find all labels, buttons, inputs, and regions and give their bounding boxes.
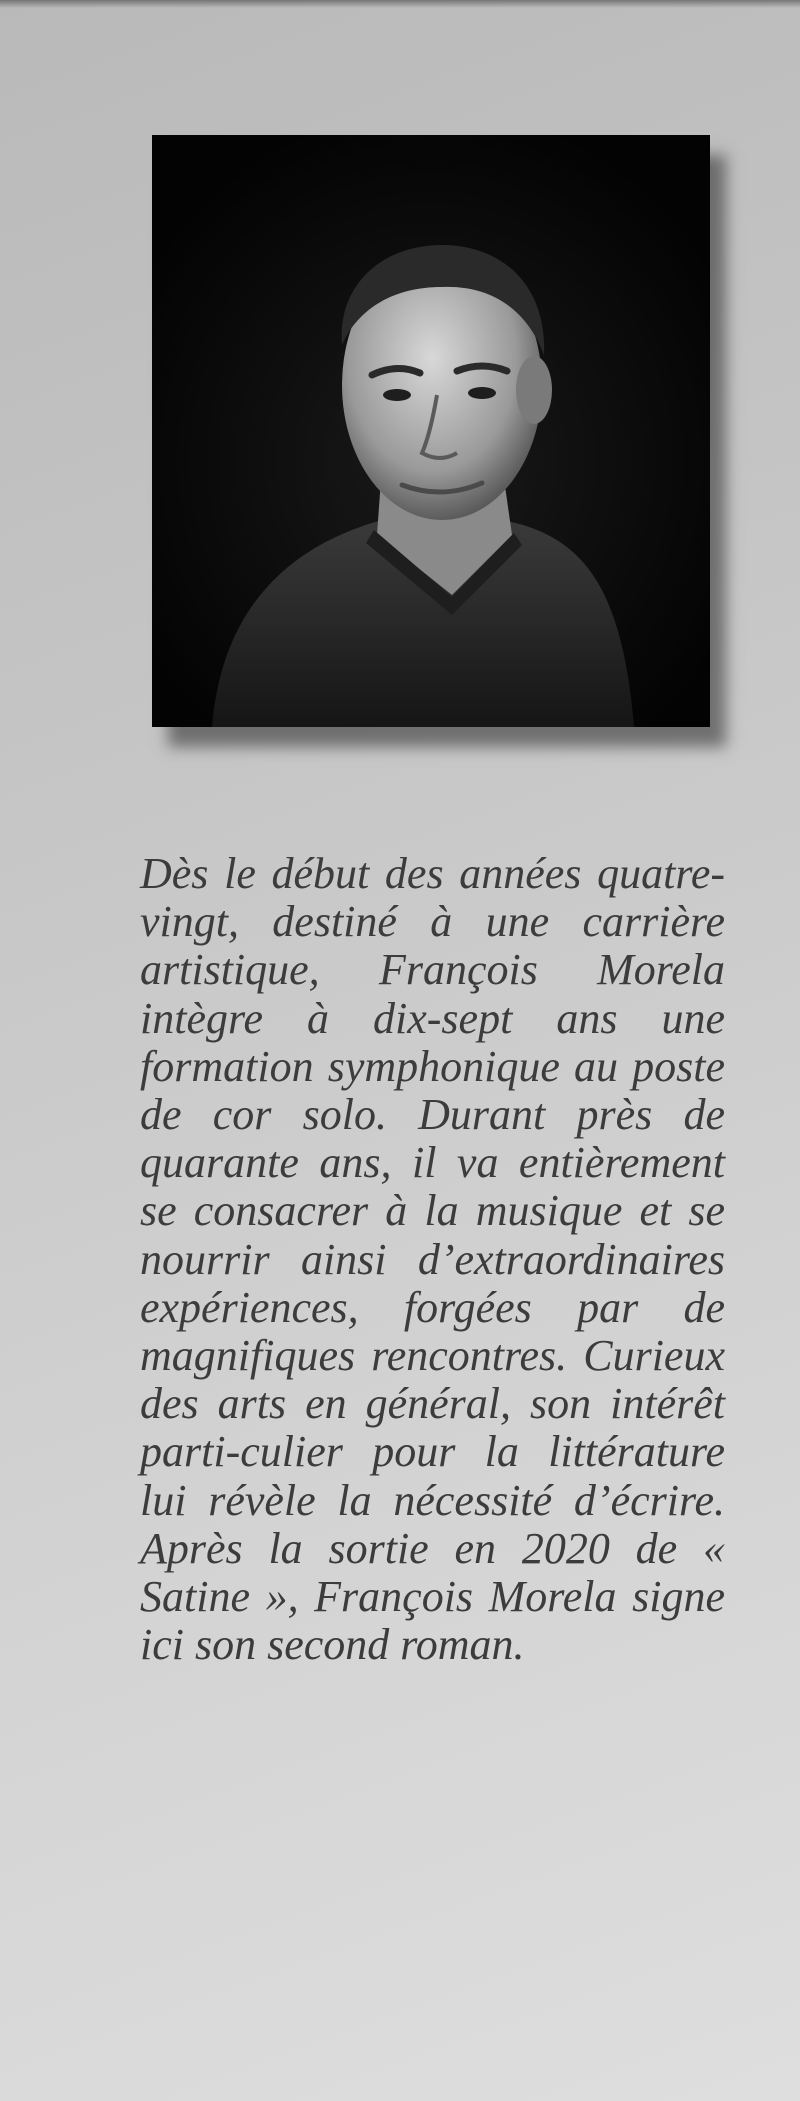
author-biography: Dès le début des années quatre-vingt, destiné à une carrière artistique, François Morela intègre à dix-sept ans une formation symphonique au poste de cor solo. Durant près de quarante ans, il va entièrement se consacrer à la musique et se nourrir ainsi d’extraordinaires expériences, forgées par de magnifiques rencontres. Curieux des arts en général, son intérêt parti-culier pour la littérature lui révèle la nécessité d’écrire. Après la sortie en 2020 de « Satine », François Morela signe ici son second roman. (140, 849, 725, 1670)
author-portrait (152, 135, 710, 727)
portrait-photo-icon (152, 135, 710, 727)
top-edge-shadow (0, 0, 800, 8)
